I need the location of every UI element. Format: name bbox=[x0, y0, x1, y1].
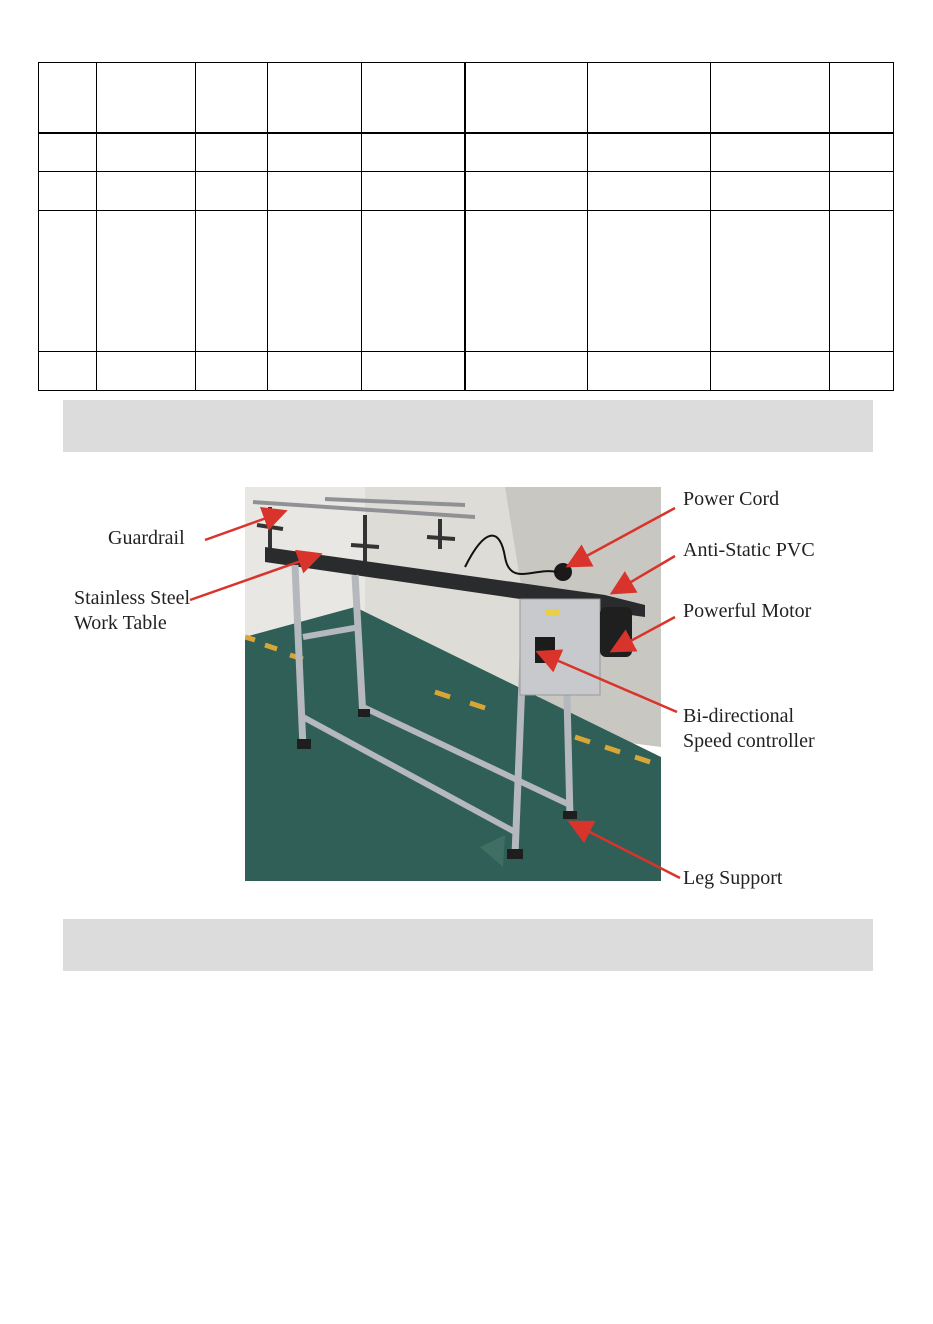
section-header-bar-2 bbox=[63, 919, 873, 971]
callout-guardrail: Guardrail bbox=[108, 527, 185, 549]
callout-power-cord: Power Cord bbox=[683, 488, 780, 510]
table-row bbox=[39, 172, 894, 211]
table-header-row bbox=[39, 63, 894, 133]
section-header-bar bbox=[63, 400, 873, 452]
table-row bbox=[39, 211, 894, 352]
conveyor-photo bbox=[245, 487, 661, 881]
table-row bbox=[39, 352, 894, 391]
table-row bbox=[39, 133, 894, 172]
callout-leg-support: Leg Support bbox=[683, 867, 783, 889]
callout-anti-static-pvc: Anti-Static PVC bbox=[683, 539, 815, 561]
callout-speed-controller: Bi-directional Speed controller bbox=[683, 705, 815, 752]
spec-table bbox=[38, 62, 894, 391]
callout-work-table: Stainless Steel Work Table bbox=[74, 587, 191, 634]
callout-powerful-motor: Powerful Motor bbox=[683, 600, 812, 622]
